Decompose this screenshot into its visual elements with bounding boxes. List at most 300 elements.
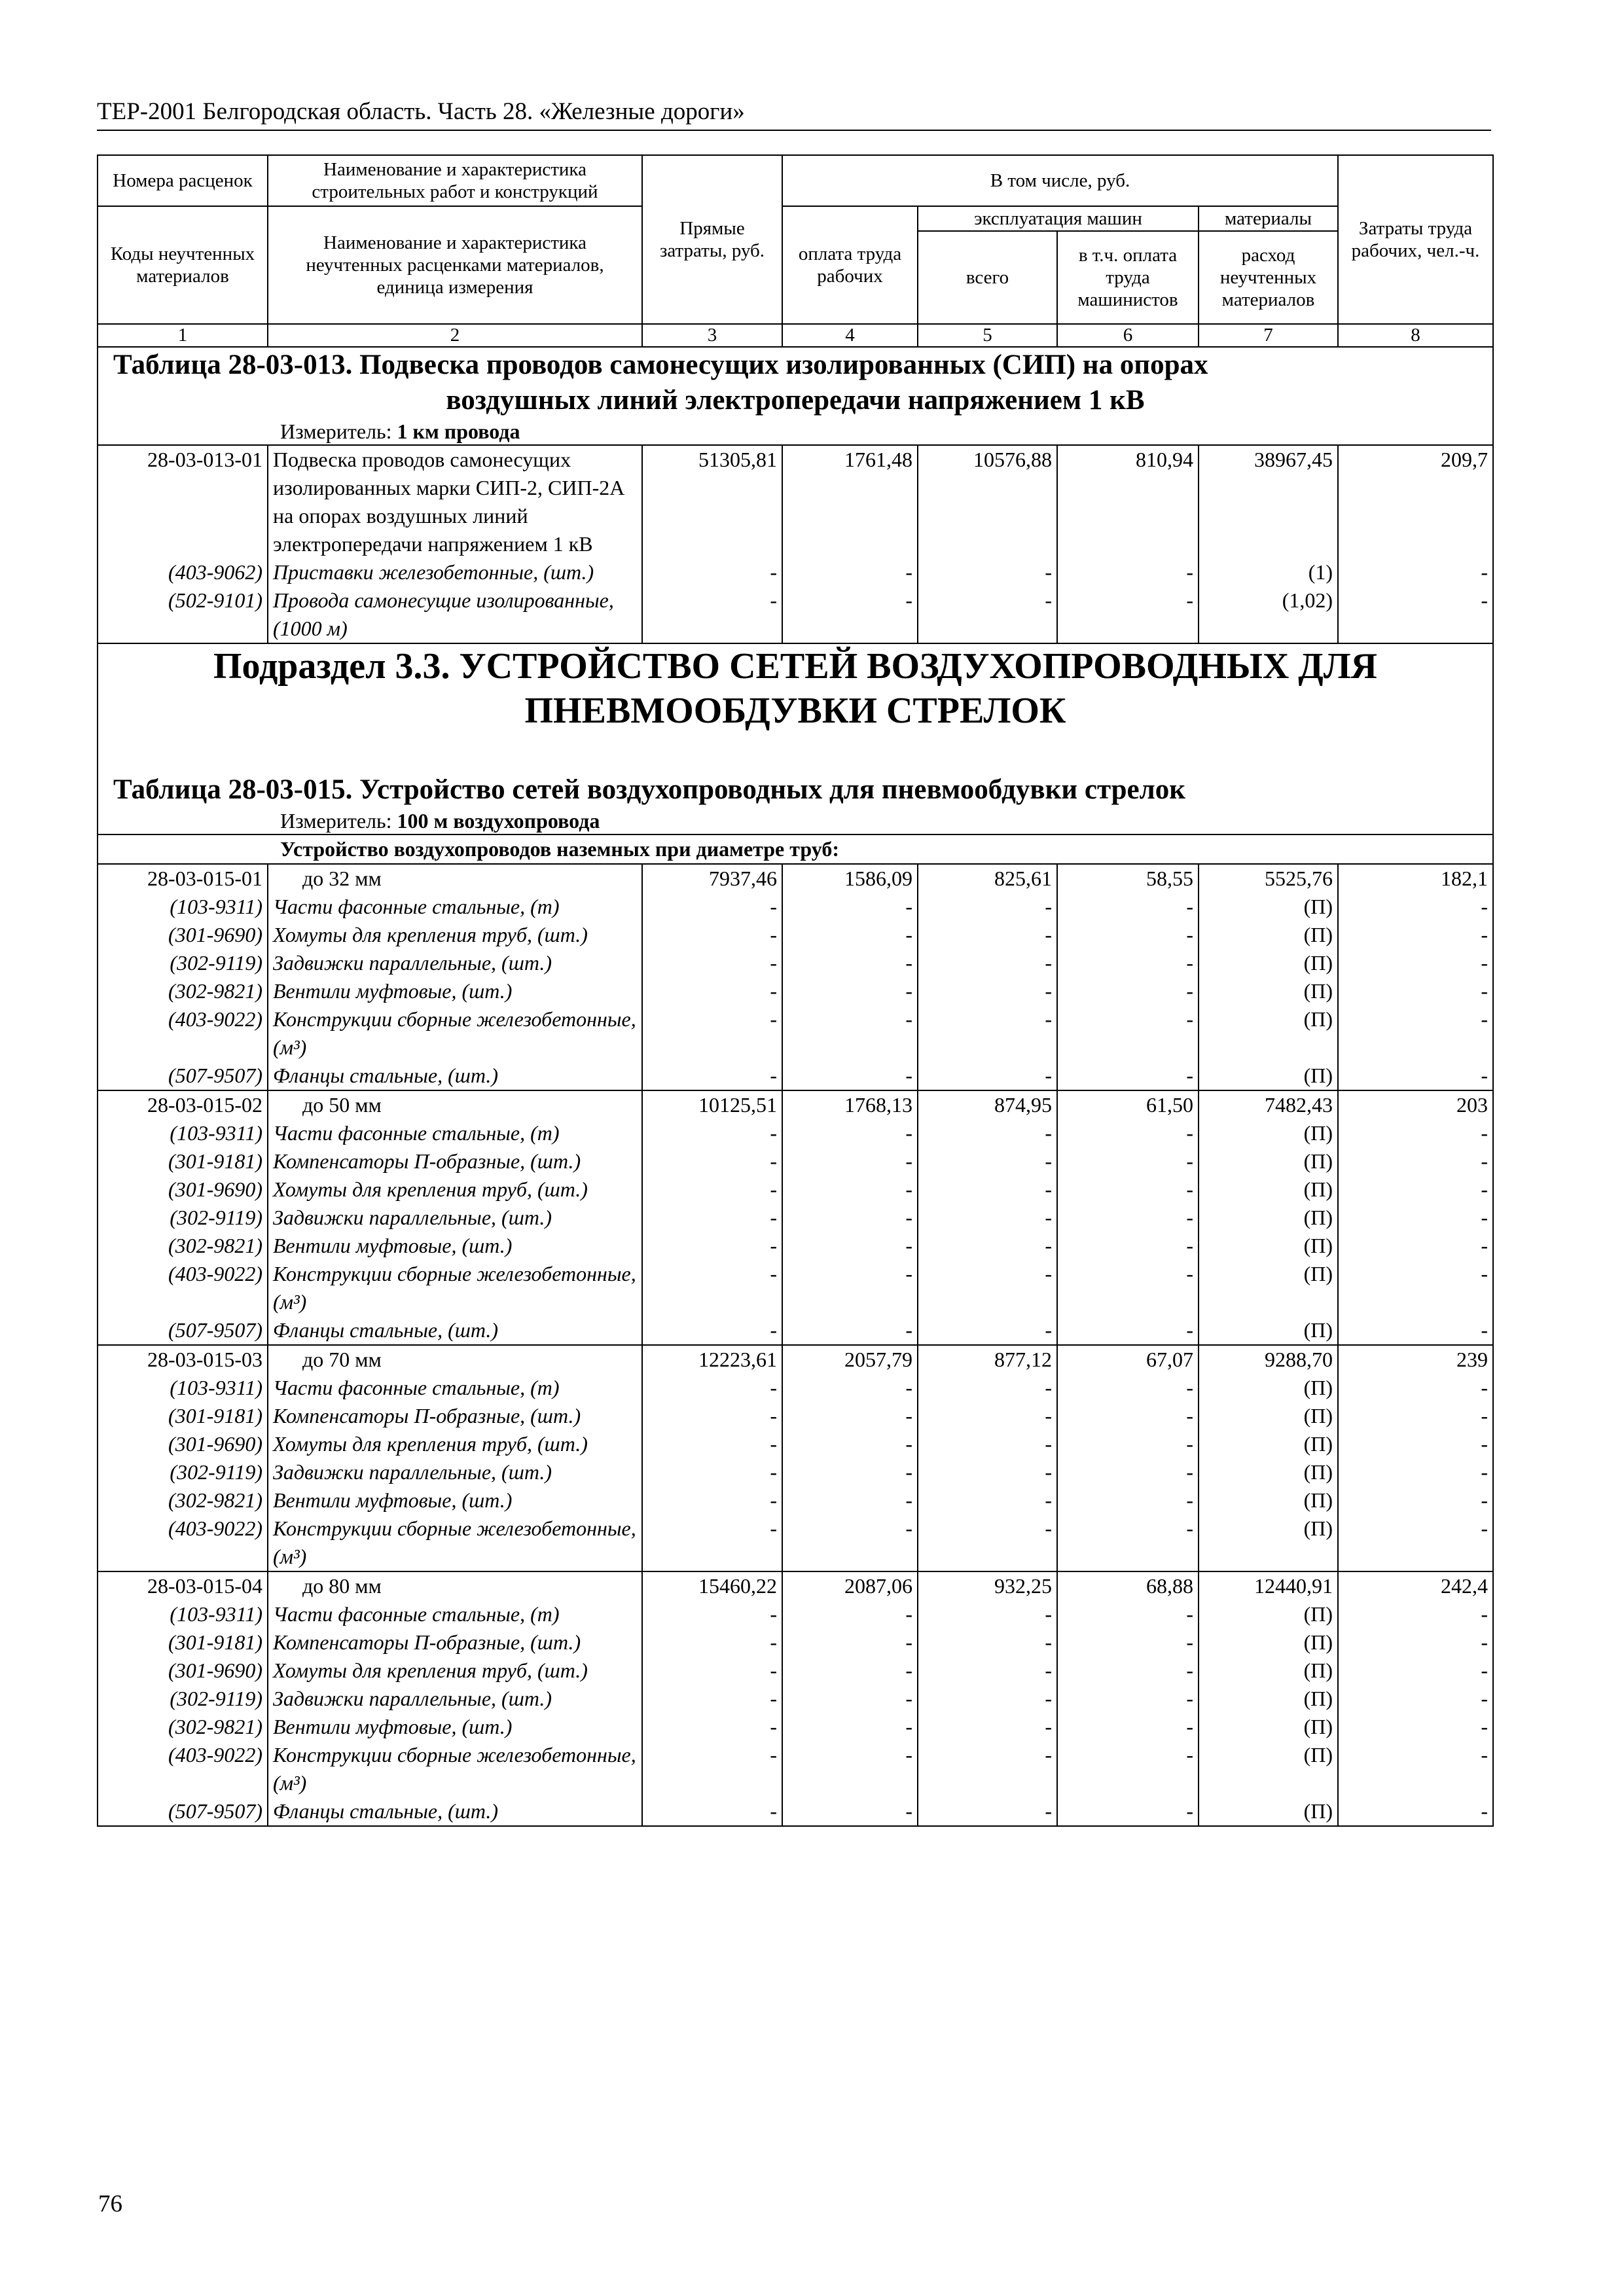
meter-label: Измеритель: <box>280 809 392 833</box>
value-c3: - <box>642 1147 782 1175</box>
item-name: Вентили муфтовые, (шт.) <box>268 1486 642 1515</box>
value-c6: - <box>1057 1628 1199 1657</box>
material-row <box>98 1260 1493 1316</box>
item-name: до 70 мм <box>268 1345 642 1374</box>
rate-code: (302-9119) <box>98 1204 268 1232</box>
col-1-bottom: Коды неучтенных материалов <box>98 206 268 324</box>
value-c6: - <box>1057 558 1199 586</box>
material-row <box>98 1628 1493 1657</box>
value-c8: 182,1 <box>1338 864 1493 893</box>
rate-row <box>98 1571 1493 1600</box>
value-c8: - <box>1338 1657 1493 1685</box>
value-c8: - <box>1338 1260 1493 1316</box>
value-c3: - <box>642 1402 782 1430</box>
value-c6: 61,50 <box>1057 1090 1199 1119</box>
value-c4: - <box>782 1600 918 1628</box>
value-c6: - <box>1057 949 1199 977</box>
value-c8: - <box>1338 1005 1493 1062</box>
value-c4: - <box>782 1316 918 1345</box>
value-c7: 9288,70 <box>1199 1345 1338 1374</box>
meter-value: 100 м воздухопровода <box>397 809 600 833</box>
item-name: Фланцы стальные, (шт.) <box>268 1316 642 1345</box>
value-c8: - <box>1338 1685 1493 1713</box>
rate-code: (103-9311) <box>98 1374 268 1402</box>
value-c5: - <box>918 1741 1057 1797</box>
value-c7: (П) <box>1199 1062 1338 1090</box>
value-c3: 10125,51 <box>642 1090 782 1119</box>
value-c3: - <box>642 1204 782 1232</box>
value-c7: 5525,76 <box>1199 864 1338 893</box>
rate-code: 28-03-015-04 <box>98 1571 268 1600</box>
value-c5: - <box>918 949 1057 977</box>
value-c4: 2057,79 <box>782 1345 918 1374</box>
price-table <box>97 154 1494 1827</box>
value-c3: - <box>642 1260 782 1316</box>
value-c5: - <box>918 1430 1057 1458</box>
material-row <box>98 1486 1493 1515</box>
value-c3: - <box>642 1430 782 1458</box>
material-row <box>98 586 1493 643</box>
value-c8: - <box>1338 586 1493 643</box>
value-c7: (П) <box>1199 1402 1338 1430</box>
item-name: Вентили муфтовые, (шт.) <box>268 1232 642 1260</box>
col-num: 7 <box>1199 324 1338 347</box>
value-c6: - <box>1057 1119 1199 1147</box>
value-c7: (П) <box>1199 1486 1338 1515</box>
value-c7: 12440,91 <box>1199 1571 1338 1600</box>
value-c6: - <box>1057 1741 1199 1797</box>
value-c5: - <box>918 1600 1057 1628</box>
value-c3: 12223,61 <box>642 1345 782 1374</box>
item-name: Конструкции сборные железобетонные, (м³) <box>268 1741 642 1797</box>
material-row <box>98 1430 1493 1458</box>
value-c4: - <box>782 1402 918 1430</box>
value-c6: - <box>1057 586 1199 643</box>
value-c3: - <box>642 1175 782 1204</box>
value-c3: - <box>642 977 782 1005</box>
item-name: Компенсаторы П-образные, (шт.) <box>268 1402 642 1430</box>
col-num: 1 <box>98 324 268 347</box>
material-row <box>98 949 1493 977</box>
header-row-1 <box>98 155 1493 206</box>
value-c5: - <box>918 921 1057 949</box>
value-c6: - <box>1057 1175 1199 1204</box>
value-c3: - <box>642 586 782 643</box>
value-c4: - <box>782 893 918 921</box>
value-c5: 932,25 <box>918 1571 1057 1600</box>
page-number: 76 <box>98 2191 122 2217</box>
value-c6: - <box>1057 1402 1199 1430</box>
value-c6: - <box>1057 1430 1199 1458</box>
rate-code: (507-9507) <box>98 1062 268 1090</box>
value-c8: - <box>1338 558 1493 586</box>
rate-code: (302-9119) <box>98 949 268 977</box>
item-name: Части фасонные стальные, (т) <box>268 1374 642 1402</box>
value-c8: - <box>1338 1062 1493 1090</box>
material-row <box>98 1204 1493 1232</box>
value-c5: - <box>918 586 1057 643</box>
col-4-header: оплата труда рабочих <box>782 206 918 324</box>
group-heading-row <box>98 834 1493 864</box>
value-c5: - <box>918 1316 1057 1345</box>
rate-code: (403-9022) <box>98 1005 268 1062</box>
item-name: до 80 мм <box>268 1571 642 1600</box>
rate-code: (103-9311) <box>98 893 268 921</box>
value-c7: (П) <box>1199 893 1338 921</box>
value-c6: - <box>1057 893 1199 921</box>
value-c4: - <box>782 1685 918 1713</box>
item-name: Фланцы стальные, (шт.) <box>268 1062 642 1090</box>
value-c4: - <box>782 1204 918 1232</box>
subsection-title-row <box>98 643 1493 733</box>
col-num: 8 <box>1338 324 1493 347</box>
value-c7: (П) <box>1199 1515 1338 1571</box>
value-c7: (П) <box>1199 1685 1338 1713</box>
meter-value: 1 км провода <box>397 420 520 443</box>
value-c5: - <box>918 558 1057 586</box>
value-c4: - <box>782 1797 918 1826</box>
value-c5: - <box>918 1204 1057 1232</box>
value-c4: - <box>782 586 918 643</box>
value-c4: - <box>782 1374 918 1402</box>
value-c7: (П) <box>1199 1374 1338 1402</box>
value-c8: - <box>1338 1232 1493 1260</box>
value-c8: - <box>1338 949 1493 977</box>
value-c8: - <box>1338 1458 1493 1486</box>
value-c5: - <box>918 1713 1057 1741</box>
material-row <box>98 1316 1493 1345</box>
table2-title-text: Таблица 28-03-015. Устройство сетей воздухопроводных для пневмообдувки стрелок <box>113 774 1186 805</box>
col-3-header: Прямые затраты, руб. <box>642 155 782 324</box>
value-c3: 7937,46 <box>642 864 782 893</box>
material-row <box>98 1713 1493 1741</box>
material-row <box>98 921 1493 949</box>
value-c3: 51305,81 <box>642 445 782 558</box>
value-c7: (П) <box>1199 977 1338 1005</box>
value-c6: - <box>1057 1374 1199 1402</box>
rate-code: (502-9101) <box>98 586 268 643</box>
value-c7: (1,02) <box>1199 586 1338 643</box>
materials-header: материалы <box>1199 206 1338 231</box>
value-c4: - <box>782 1515 918 1571</box>
value-c7: 7482,43 <box>1199 1090 1338 1119</box>
value-c3: - <box>642 1316 782 1345</box>
value-c8: - <box>1338 1119 1493 1147</box>
item-name: Фланцы стальные, (шт.) <box>268 1797 642 1826</box>
item-name: Подвеска проводов самонесущих изолированных марки СИП-2, СИП-2А на опорах воздушных линий электропередачи напряжением 1 кВ <box>268 445 642 558</box>
value-c7: (П) <box>1199 1005 1338 1062</box>
value-c5: - <box>918 1458 1057 1486</box>
table1-title-line1: Таблица 28-03-013. Подвеска проводов самонесущих изолированных (СИП) на опорах <box>113 350 1208 380</box>
col-num: 4 <box>782 324 918 347</box>
group-header: В том числе, руб. <box>782 155 1338 206</box>
value-c3: - <box>642 1797 782 1826</box>
value-c8: - <box>1338 1147 1493 1175</box>
table1-meter-row <box>98 418 1493 445</box>
value-c5: - <box>918 1402 1057 1430</box>
material-row <box>98 1797 1493 1826</box>
value-c8: - <box>1338 1628 1493 1657</box>
col-8-header: Затраты труда рабочих, чел.-ч. <box>1338 155 1493 324</box>
value-c4: - <box>782 1005 918 1062</box>
table2-meter-row <box>98 808 1493 834</box>
rate-row <box>98 1090 1493 1119</box>
material-row <box>98 1175 1493 1204</box>
col-5-header: всего <box>918 231 1057 324</box>
value-c3: - <box>642 949 782 977</box>
value-c5: - <box>918 1657 1057 1685</box>
rate-code: (302-9821) <box>98 1486 268 1515</box>
table2-title <box>98 733 1493 808</box>
value-c5: - <box>918 1628 1057 1657</box>
rate-code: (302-9821) <box>98 1232 268 1260</box>
value-c3: - <box>642 1657 782 1685</box>
group-heading-text: Устройство воздухопроводов наземных при диаметре труб: <box>280 837 839 861</box>
col-num: 3 <box>642 324 782 347</box>
value-c5: - <box>918 977 1057 1005</box>
value-c3: - <box>642 893 782 921</box>
value-c3: - <box>642 1005 782 1062</box>
material-row <box>98 1515 1493 1571</box>
material-row <box>98 1005 1493 1062</box>
material-row <box>98 1657 1493 1685</box>
item-name: Конструкции сборные железобетонные, (м³) <box>268 1515 642 1571</box>
rate-code: 28-03-015-02 <box>98 1090 268 1119</box>
item-name: Части фасонные стальные, (т) <box>268 893 642 921</box>
rate-code: (301-9181) <box>98 1628 268 1657</box>
value-c3: - <box>642 1515 782 1571</box>
value-c8: - <box>1338 1486 1493 1515</box>
table2-title-row <box>98 733 1493 808</box>
rate-code: (403-9022) <box>98 1741 268 1797</box>
value-c3: - <box>642 558 782 586</box>
subsection-line1: Подраздел 3.3. УСТРОЙСТВО СЕТЕЙ ВОЗДУХОПРОВОДНЫХ ДЛЯ <box>213 646 1377 687</box>
value-c6: - <box>1057 1685 1199 1713</box>
meter-label: Измеритель: <box>280 420 392 443</box>
value-c4: - <box>782 1458 918 1486</box>
item-name: Хомуты для крепления труб, (шт.) <box>268 1175 642 1204</box>
rate-code: (103-9311) <box>98 1119 268 1147</box>
value-c5: 874,95 <box>918 1090 1057 1119</box>
value-c8: - <box>1338 1374 1493 1402</box>
value-c3: - <box>642 1600 782 1628</box>
rate-code: (301-9181) <box>98 1402 268 1430</box>
value-c5: - <box>918 1515 1057 1571</box>
value-c3: - <box>642 1486 782 1515</box>
value-c5: - <box>918 1175 1057 1204</box>
material-row <box>98 1685 1493 1713</box>
item-name: Хомуты для крепления труб, (шт.) <box>268 1657 642 1685</box>
col-2-bottom: Наименование и характеристика неучтенных расценками материалов, единица измерения <box>268 206 642 324</box>
value-c3: - <box>642 1232 782 1260</box>
value-c7: 38967,45 <box>1199 445 1338 558</box>
rate-code: (302-9119) <box>98 1685 268 1713</box>
rate-row <box>98 445 1493 558</box>
value-c4: - <box>782 1175 918 1204</box>
value-c4: - <box>782 1119 918 1147</box>
value-c5: - <box>918 1062 1057 1090</box>
value-c7: (П) <box>1199 921 1338 949</box>
material-row <box>98 1402 1493 1430</box>
item-name: Задвижки параллельные, (шт.) <box>268 1458 642 1486</box>
item-name: Компенсаторы П-образные, (шт.) <box>268 1628 642 1657</box>
value-c8: - <box>1338 977 1493 1005</box>
rate-code: (507-9507) <box>98 1316 268 1345</box>
rate-code: (302-9821) <box>98 977 268 1005</box>
value-c8: - <box>1338 921 1493 949</box>
rate-code: (302-9821) <box>98 1713 268 1741</box>
value-c4: - <box>782 949 918 977</box>
value-c5: - <box>918 1486 1057 1515</box>
value-c5: - <box>918 1260 1057 1316</box>
value-c7: (П) <box>1199 1458 1338 1486</box>
material-row <box>98 1147 1493 1175</box>
item-name: Провода самонесущие изолированные, (1000 м) <box>268 586 642 643</box>
item-name: Задвижки параллельные, (шт.) <box>268 949 642 977</box>
rate-row <box>98 1345 1493 1374</box>
value-c4: - <box>782 558 918 586</box>
value-c6: - <box>1057 1458 1199 1486</box>
rate-code: (403-9022) <box>98 1260 268 1316</box>
value-c7: (П) <box>1199 1713 1338 1741</box>
rate-code: (403-9022) <box>98 1515 268 1571</box>
value-c7: (П) <box>1199 949 1338 977</box>
value-c3: - <box>642 1119 782 1147</box>
item-name: Задвижки параллельные, (шт.) <box>268 1204 642 1232</box>
value-c7: (П) <box>1199 1628 1338 1657</box>
rate-code: 28-03-015-01 <box>98 864 268 893</box>
value-c7: (П) <box>1199 1741 1338 1797</box>
item-name: Части фасонные стальные, (т) <box>268 1119 642 1147</box>
rate-code: (301-9181) <box>98 1147 268 1175</box>
col-7-header: расход неучтенных материалов <box>1199 231 1338 324</box>
value-c3: - <box>642 1628 782 1657</box>
item-name: Компенсаторы П-образные, (шт.) <box>268 1147 642 1175</box>
subsection-title <box>98 643 1493 733</box>
value-c4: - <box>782 1232 918 1260</box>
value-c4: 2087,06 <box>782 1571 918 1600</box>
col-6-header: в т.ч. оплата труда машинистов <box>1057 231 1199 324</box>
value-c5: - <box>918 1147 1057 1175</box>
rate-code: 28-03-013-01 <box>98 445 268 558</box>
value-c5: - <box>918 893 1057 921</box>
rate-row <box>98 864 1493 893</box>
rate-code: (301-9690) <box>98 1430 268 1458</box>
value-c7: (П) <box>1199 1232 1338 1260</box>
value-c7: (П) <box>1199 1175 1338 1204</box>
value-c3: - <box>642 1713 782 1741</box>
rate-code: (301-9690) <box>98 921 268 949</box>
value-c7: (П) <box>1199 1204 1338 1232</box>
value-c6: - <box>1057 1657 1199 1685</box>
value-c8: - <box>1338 1430 1493 1458</box>
value-c4: - <box>782 1713 918 1741</box>
value-c5: - <box>918 1685 1057 1713</box>
value-c6: - <box>1057 1147 1199 1175</box>
value-c4: - <box>782 921 918 949</box>
value-c6: 810,94 <box>1057 445 1199 558</box>
value-c6: - <box>1057 1204 1199 1232</box>
value-c8: - <box>1338 1797 1493 1826</box>
value-c8: 209,7 <box>1338 445 1493 558</box>
value-c6: - <box>1057 1062 1199 1090</box>
table2-meter <box>98 808 1493 834</box>
value-c8: - <box>1338 1741 1493 1797</box>
table1-title-line2: воздушных линий электропередачи напряжением 1 кВ <box>446 385 1145 416</box>
value-c8: - <box>1338 1515 1493 1571</box>
table1-title <box>98 347 1493 418</box>
col-num: 5 <box>918 324 1057 347</box>
value-c7: (П) <box>1199 1797 1338 1826</box>
value-c4: - <box>782 1062 918 1090</box>
value-c5: - <box>918 1005 1057 1062</box>
value-c6: - <box>1057 1797 1199 1826</box>
value-c6: - <box>1057 1316 1199 1345</box>
value-c4: - <box>782 1260 918 1316</box>
value-c4: 1761,48 <box>782 445 918 558</box>
item-name: Части фасонные стальные, (т) <box>268 1600 642 1628</box>
col-2-top: Наименование и характеристика строительных работ и конструкций <box>268 155 642 206</box>
value-c6: - <box>1057 921 1199 949</box>
table1-meter <box>98 418 1493 445</box>
value-c6: - <box>1057 1260 1199 1316</box>
value-c7: (П) <box>1199 1147 1338 1175</box>
value-c6: - <box>1057 1232 1199 1260</box>
col-num: 6 <box>1057 324 1199 347</box>
value-c8: - <box>1338 1713 1493 1741</box>
table-body <box>98 155 1493 1826</box>
value-c8: - <box>1338 1600 1493 1628</box>
material-row <box>98 1062 1493 1090</box>
running-header: ТЕР-2001 Белгородская область. Часть 28. «Железные дороги» <box>97 97 1491 131</box>
col-1-top: Номера расценок <box>98 155 268 206</box>
material-row <box>98 1232 1493 1260</box>
machines-header: эксплуатация машин <box>918 206 1199 231</box>
value-c8: - <box>1338 1402 1493 1430</box>
item-name: Конструкции сборные железобетонные, (м³) <box>268 1260 642 1316</box>
rate-code: (301-9690) <box>98 1175 268 1204</box>
material-row <box>98 1458 1493 1486</box>
value-c4: - <box>782 1147 918 1175</box>
value-c7: (1) <box>1199 558 1338 586</box>
value-c5: 877,12 <box>918 1345 1057 1374</box>
value-c8: 203 <box>1338 1090 1493 1119</box>
header-row-2 <box>98 206 1493 231</box>
value-c3: - <box>642 1685 782 1713</box>
rate-code: (302-9119) <box>98 1458 268 1486</box>
item-name: Задвижки параллельные, (шт.) <box>268 1685 642 1713</box>
value-c8: - <box>1338 1204 1493 1232</box>
value-c8: - <box>1338 1175 1493 1204</box>
col-num: 2 <box>268 324 642 347</box>
item-name: Конструкции сборные железобетонные, (м³) <box>268 1005 642 1062</box>
value-c5: - <box>918 1119 1057 1147</box>
material-row <box>98 1741 1493 1797</box>
column-numbers-row <box>98 324 1493 347</box>
item-name: до 50 мм <box>268 1090 642 1119</box>
value-c3: - <box>642 1458 782 1486</box>
value-c3: 15460,22 <box>642 1571 782 1600</box>
value-c4: 1586,09 <box>782 864 918 893</box>
material-row <box>98 1374 1493 1402</box>
item-name: до 32 мм <box>268 864 642 893</box>
value-c6: - <box>1057 1713 1199 1741</box>
value-c8: - <box>1338 893 1493 921</box>
value-c6: - <box>1057 1486 1199 1515</box>
value-c6: 67,07 <box>1057 1345 1199 1374</box>
rate-code: 28-03-015-03 <box>98 1345 268 1374</box>
material-row <box>98 558 1493 586</box>
